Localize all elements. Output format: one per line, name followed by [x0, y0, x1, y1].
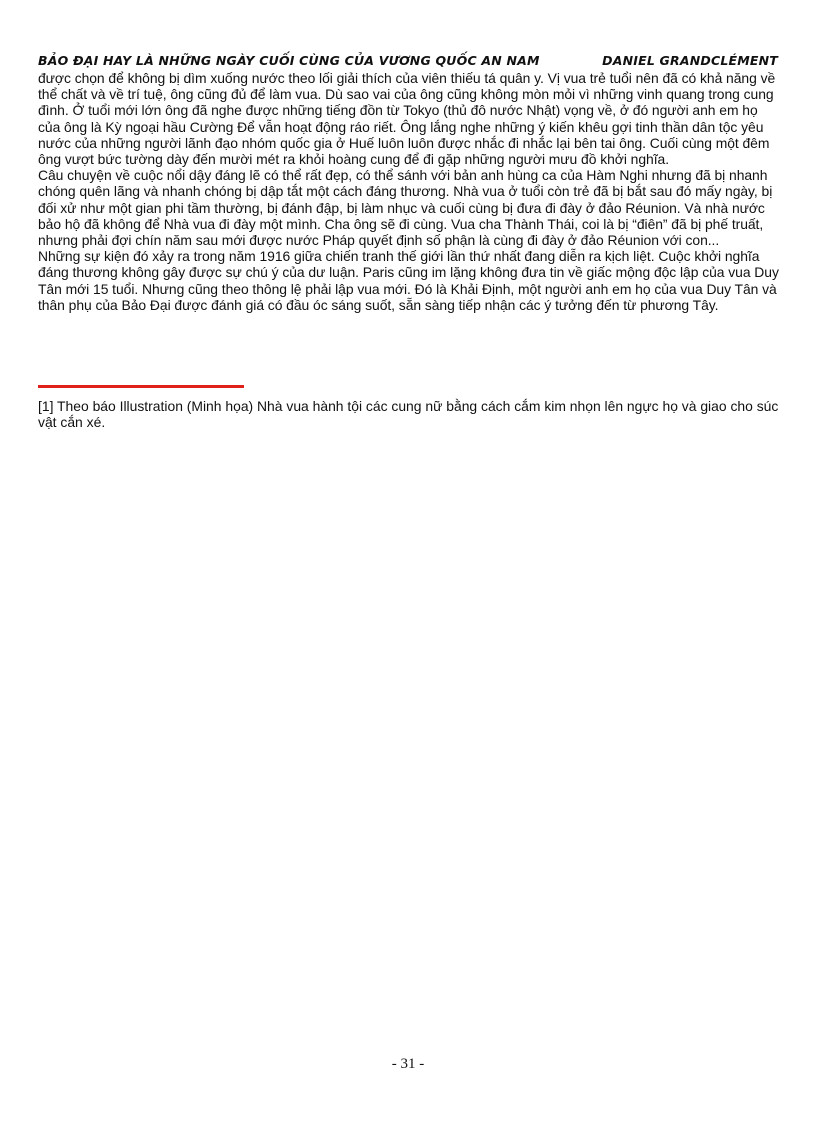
- paragraph: Những sự kiện đó xảy ra trong năm 1916 giữa chiến tranh thế giới lần thứ nhất đang diễn ra kịch liệt. Cuộc khởi nghĩa đáng thương không gây được sự chú ý của dư luận. Paris cũng im lặng không đưa tin về giấc mộng độc lập của vua Duy Tân mới 15 tuổi. Nhưng cũng theo thông lệ phải lập vua mới. Đó là Khải Định, một người anh em họ của vua Duy Tân và thân phụ của Bảo Đại được đánh giá có đầu óc sáng suốt, sẵn sàng tiếp nhận các ý tưởng đến từ phương Tây.: [38, 248, 779, 313]
- running-header: [38, 52, 778, 70]
- body-text: [38, 70, 780, 313]
- page-number: - 31 -: [391, 1056, 425, 1072]
- footnote: [38, 398, 780, 430]
- footnote-text: [1] Theo báo Illustration (Minh họa) Nhà vua hành tội các cung nữ bằng cách cắm kim nhọn lên ngực họ và giao cho súc vật cắn xé.: [38, 398, 779, 431]
- footnote-separator: [38, 385, 244, 388]
- header-book-title: BẢO ĐẠI HAY LÀ NHỮNG NGÀY CUỐI CÙNG CỦA VƯƠNG QUỐC AN NAM: [38, 53, 540, 68]
- header-author: DANIEL GRANDCLÉMENT: [602, 53, 778, 68]
- paragraph: Câu chuyện về cuộc nổi dậy đáng lẽ có thể rất đẹp, có thể sánh với bản anh hùng ca của Hàm Nghi nhưng đã bị nhanh chóng quên lãng và nhanh chóng bị dập tắt một cách đáng thương. Nhà vua ở tuổi còn trẻ đã bị bắt sau đó mấy ngày, bị đối xử như một gian phi tầm thường, bị đánh đập, bị làm nhục và cuối cùng bị đưa đi đày ở đảo Réunion. Và nhà nước bảo hộ đã không để Nhà vua đi đày một mình. Cha ông sẽ đi cùng. Vua cha Thành Thái, coi là bị “điên” đã bị phế truất, nhưng phải đợi chín năm sau mới được nước Pháp quyết định số phận là cùng đi đày ở đảo Réunion với con...: [38, 167, 773, 249]
- paragraph: được chọn để không bị dìm xuống nước theo lối giải thích của viên thiếu tá quân y. Vị vua trẻ tuổi nên đã có khả năng về thể chất và về trí tuệ, ông cũng đủ để làm vua. Dù sao vai của ông cũng không mòn mỏi vì những vinh quang trong cung đình. Ở tuổi mới lớn ông đã nghe được những tiếng đồn từ Tokyo (thủ đô nước Nhật) vọng về, ở đó người anh em họ của ông là Kỳ ngoại hầu Cường Để vẫn hoạt động ráo riết. Ông lắng nghe những ý kiến khêu gợi tinh thần dân tộc yêu nước của những người lãnh đạo nhóm quốc gia ở Huế luôn luôn được nhắc đi nhắc lại bên tai ông. Cuối cùng một đêm ông vượt bức tường dày đến mười mét ra khỏi hoàng cung để đi gặp những người mưu đồ khởi nghĩa.: [38, 70, 776, 168]
